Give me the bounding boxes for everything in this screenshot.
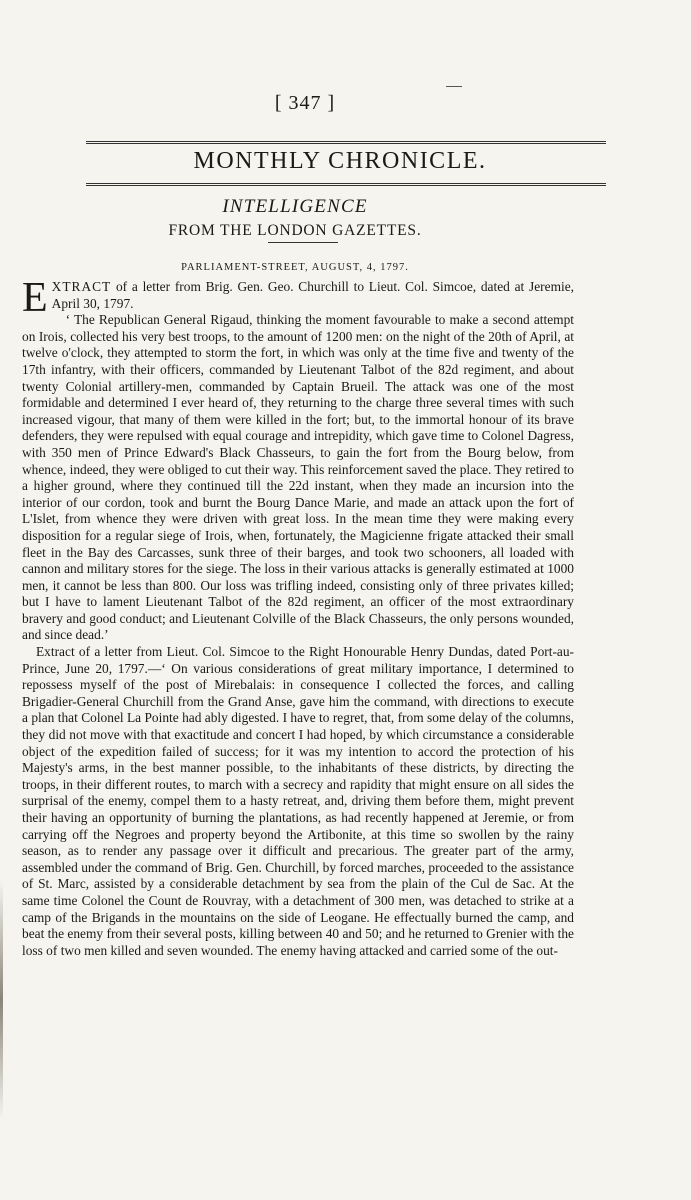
dateline: PARLIAMENT-STREET, AUGUST, 4, 1797. <box>181 262 409 273</box>
article-paragraph-2: Extract of a letter from Lieut. Col. Simcoe to the Right Honourable Henry Dundas, dated Port-au-Prince, June 20, 1797.—‘ On various considerations of great military importance, I determined to repossess myself of the post of Mirebalais: in consequence I collected the forces, and calling Brigadier-General Churchill from the Grand Anse, gave him the command, with directions to execute a plan that Colonel La Pointe had ably digested. I have to regret, that, from some delay of the columns, they did not move with that exactitude and concert I had hoped, by which circumstance a considerable object of the expedition failed of success; for it was my intention to accord the protection of his Majesty's arms, in the best manner possible, to the inhabitants of these districts, by directing the troops, in their different routes, to march with a secrecy and rapidity that might ensure on all sides the surprisal of the enemy, compel them to a hasty retreat, and, driving them before them, might prevent their having an opportunity of burning the plantations, as had recently happened at Jeremie, or from carrying off the Negroes and property beyond the Artibonite, at this time so swollen by the rainy season, as to render any passage over it difficult and precarious. The greater part of the army, assembled under the command of Brig. Gen. Churchill, by forced marches, proceeded to the assistance of St. Marc, assisted by a considerable detachment by sea from the plain of the Cul de Sac. At the same time Colonel the Count de Rouvray, with a detachment of 300 men, was detached to strike at a camp of the Brigands in the mountains on the side of Leogane. He effectually burned the camp, and beat the enemy from their several posts, killing between 40 and 50; and he returned to Grenier with the loss of two men killed and seven wounded. The enemy having attacked and carried some of the out- <box>22 644 574 958</box>
drop-cap: E <box>22 275 48 321</box>
page-number: [ 347 ] <box>274 92 336 114</box>
header-rule-bottom <box>86 183 606 186</box>
article-paragraph-1 <box>22 275 574 321</box>
subtitle-rule <box>268 242 338 243</box>
section-subtitle: FROM THE LONDON GAZETTES. <box>168 222 422 239</box>
lead-text: of a letter from Brig. Gen. Geo. Churchill to Lieut. Col. Simcoe, dated at Jeremie, April 30, 1797. <box>51 279 574 311</box>
ink-mark <box>446 86 462 87</box>
article-quote: ‘ The Republican General Rigaud, thinking the moment favourable to make a second attempt on Irois, collected his very best troops, to the amount of 1200 men: on the night of the 20th of April, at twelve o'clock, they attempted to storm the fort, in which was only at the time five and twenty of the 17th infantry, with their officers, commanded by Lieutenant Talbot of the 82d regiment, and about twenty Colonial artillery-men, commanded by Captain Brueil. The attack was one of the most formidable and determined I ever heard of, they returning to the charge three several times with such increased vigour, that many of them were killed in the fort; but, to the immortal honour of its brave defenders, they were repulsed with equal courage and intrepidity, which gave time to Colonel Dagress, with 350 men of Prince Edward's Black Chasseurs, to gain the fort from the Bourg below, from whence, indeed, they were obliged to cut their way. This reinforcement saved the place. They retired to a higher ground, where they continued till the 22d instant, when they made an incursion into the interior of our cordon, took and burnt the Bourg Dance Marie, and made an attack upon the fort of L'Islet, from whence they were driven with great loss. In the mean time they were making every disposition for a regular siege of Irois, when, fortunately, the Magicienne frigate attacked their small fleet in the Bay des Carcasses, sunk three of their barges, and took two schooners, all loaded with cannon and military stores for the siege. The loss in their various attacks is generally estimated at 1000 men, it cannot be less than 800. Our loss was trifling indeed, consisting only of three privates killed; but I have to lament Lieutenant Talbot of the 82d regiment, an officer of the most extraordinary bravery and good conduct; and Lieutenant Colville of the Black Chasseurs, the only persons wounded, and since dead.’ <box>22 312 574 643</box>
page-edge-shadow <box>0 880 3 1120</box>
section-title: INTELLIGENCE <box>222 196 368 217</box>
lead-caps: XTRACT <box>51 279 112 294</box>
masthead-title: MONTHLY CHRONICLE. <box>193 148 487 174</box>
header-rule-top <box>86 141 606 144</box>
article-body <box>22 275 574 959</box>
